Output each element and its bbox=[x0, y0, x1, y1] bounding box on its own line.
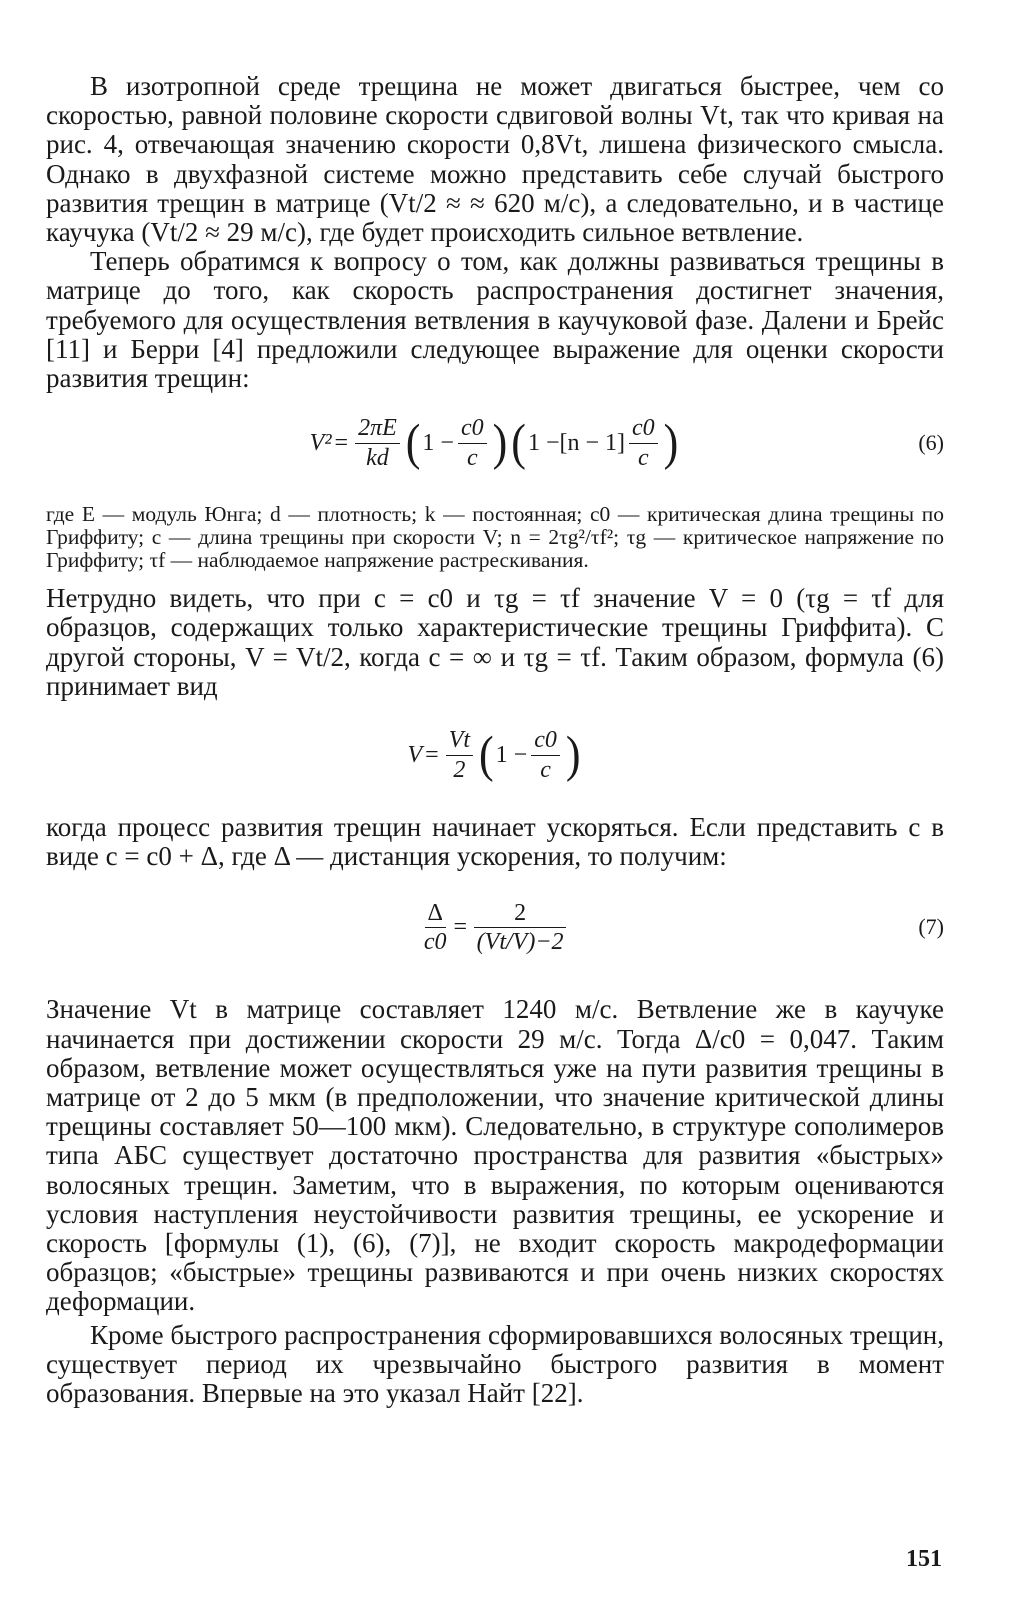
formula-6-num-3: c0 bbox=[629, 415, 658, 443]
formula-mid-frac-2 bbox=[531, 727, 560, 783]
formula-7-eq: = bbox=[453, 913, 468, 940]
formula-6-number: (6) bbox=[918, 430, 944, 456]
formula-6-lhs: V² bbox=[309, 429, 332, 456]
formula-6-frac-2 bbox=[458, 415, 487, 471]
formula-mid-one: 1 − bbox=[495, 741, 528, 768]
formula-7-number: (7) bbox=[918, 914, 944, 940]
formula-6-one-a: 1 − bbox=[422, 429, 454, 456]
formula-7-num-1: Δ bbox=[425, 900, 446, 928]
formula-mid-lhs: V bbox=[407, 741, 423, 768]
formula-mid-frac-1 bbox=[446, 727, 473, 783]
paragraph-2: Теперь обратимся к вопросу о том, как должны развиваться трещины в матрице до того, как скорость распространения достигнет значения, требуемого для осуществления ветвления в каучуковой фазе. Далени и Брейс [11] и Берри [4] предложили следующее выражение для оценки скорости развития трещин: bbox=[46, 246, 944, 394]
paren-open-icon: ( bbox=[479, 726, 494, 783]
paren-close-icon: ) bbox=[565, 726, 581, 783]
formula-mid-den-1: 2 bbox=[453, 756, 466, 783]
formula-7-frac-2 bbox=[474, 900, 566, 956]
paragraph-5: Значение Vt в матрице составляет 1240 м/с. Ветвление же в каучуке начинается при достижении скорости 29 м/с. Тогда Δ/c0 = 0,047. Таким образом, ветвление может осуществляться уже на пути развития трещины в матрице от 2 до 5 мкм (в предположении, что значение критической длины трещины составляет 50—100 мкм). Следовательно, в структуре сополимеров типа АБС существует достаточно пространства для развития «быстрых» волосяных трещин. Заметим, что в выражения, по которым оцениваются условия наступления неустойчивости развития трещины, ее ускорение и скорость [формулы (1), (6), (7)], не входит скорость макродеформации образцов; «быстрые» трещины развиваются и при очень низких скоростях деформации. bbox=[46, 994, 944, 1317]
formula-7 bbox=[46, 881, 944, 973]
page-number: 151 bbox=[906, 1546, 942, 1572]
formula-6-num-2: c0 bbox=[458, 415, 487, 443]
paren-close-icon: ) bbox=[492, 414, 508, 471]
formula-6-num-1: 2πE bbox=[355, 415, 400, 443]
formula-mid-eq: = bbox=[425, 741, 439, 768]
formula-mid-num-1: Vt bbox=[446, 727, 473, 755]
paren-open-icon: ( bbox=[511, 414, 526, 471]
formula-7-den-2: (Vt/V)−2 bbox=[476, 928, 564, 955]
formula-6-frac-1 bbox=[355, 415, 400, 471]
where-clause: где E — модуль Юнга; d — плотность; k — постоянная; c0 — критическая длина трещины по Гриффиту; c — длина трещины при скорости V; n = 2τg²/τf²; τg — критическое напряжение по Гриффиту; τf — наблюдаемое напряжение растрескивания. bbox=[46, 502, 944, 573]
paren-open-icon: ( bbox=[405, 414, 421, 471]
formula-6-one-b: 1 −[n − 1] bbox=[527, 429, 625, 456]
paragraph-4: когда процесс развития трещин начинает ускоряться. Если представить c в виде c = c0 + Δ, где Δ — дистанция ускорения, то получим: bbox=[46, 812, 944, 872]
formula-6-eq: = bbox=[334, 429, 349, 456]
formula-mid bbox=[46, 707, 944, 803]
paragraph-1: В изотропной среде трещина не может двигаться быстрее, чем со скоростью, равной половине скорости сдвиговой волны Vt, так что кривая на рис. 4, отвечающая значению скорости 0,8Vt, лишена физического смысла. Однако в двухфазной системе можно представить себе случай быстрого развития трещин в матрице (Vt/2 ≈ ≈ 620 м/с), а следовательно, и в частице каучука (Vt/2 ≈ 29 м/с), где будет происходить сильное ветвление. bbox=[46, 71, 944, 248]
formula-7-num-2: 2 bbox=[474, 900, 566, 928]
formula-6 bbox=[46, 401, 944, 485]
formula-7-den-1: c0 bbox=[423, 928, 447, 955]
formula-mid-num-2: c0 bbox=[531, 727, 560, 755]
paren-close-icon: ) bbox=[663, 414, 679, 471]
formula-6-den-3: c bbox=[638, 444, 649, 471]
paragraph-6: Кроме быстрого распространения сформировавшихся волосяных трещин, существует период их чрезвычайно быстрого развития в момент образования. Впервые на это указал Найт [22]. bbox=[46, 1319, 944, 1409]
formula-6-den-2: c bbox=[466, 444, 478, 471]
paragraph-3: Нетрудно видеть, что при c = c0 и τg = τf значение V = 0 (τg = τf для образцов, содержащих только характеристические трещины Гриффита). С другой стороны, V = Vt/2, когда c = ∞ и τg = τf. Таким образом, формула (6) принимает вид bbox=[46, 583, 944, 701]
formula-7-frac-1 bbox=[424, 900, 447, 956]
page-body bbox=[46, 72, 944, 1408]
formula-6-frac-3 bbox=[629, 415, 658, 471]
formula-mid-den-2: c bbox=[540, 756, 551, 783]
formula-6-den-1: kd bbox=[366, 444, 389, 471]
